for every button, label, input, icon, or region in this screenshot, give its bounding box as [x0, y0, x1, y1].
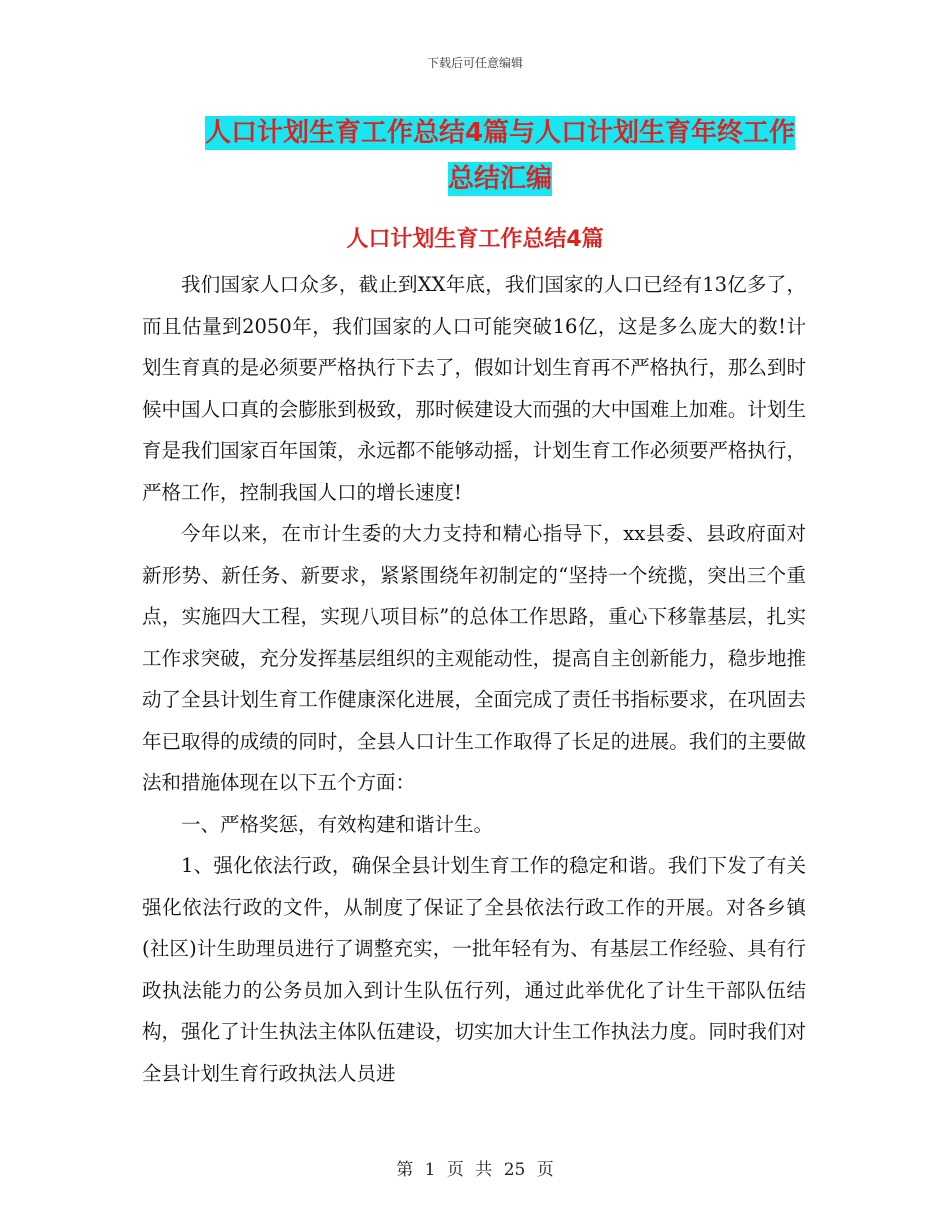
paragraph-heading: 一、严格奖惩，有效构建和谐计生。	[181, 812, 494, 836]
paragraph: 1、强化依法行政，确保全县计划生育工作的稳定和谐。我们下发了有关强化依法行政的文件，从制度了保证了全县依法行政工作的开展。对各乡镇(社区)计生助理员进行了调整充实，一批年轻有为、有基层工作经验、具有行政执法能力的公务员加入到计生队伍行列，通过此举优化了计生干部队伍结构，强化了计生执法主体队伍建设，切实加大计生工作执法力度。同时我们对全县计划生育行政执法人员进	[142, 854, 806, 1085]
paragraph: 今年以来，在市计生委的大力支持和精心指导下，xx县委、县政府面对新形势、新任务、新要求，紧紧围绕年初制定的“坚持一个统揽，突出三个重点，实施四大工程，实现八项目标”的总体工作思路，重心下移靠基层，扎实工作求突破，充分发挥基层组织的主观能动性，提高自主创新能力，稳步地推动了全县计划生育工作健康深化进展，全面完成了责任书指标要求，在巩固去年已取得的成绩的同时，全县人口计生工作取得了长足的进展。我们的主要做法和措施体现在以下五个方面：	[142, 522, 806, 794]
page-number: 第 1 页 共 25 页	[396, 1160, 554, 1180]
page-header-note: 下载后可任意编辑	[426, 56, 523, 70]
document-body	[142, 264, 806, 1094]
paragraph: 我们国家人口众多，截止到XX年底，我们国家的人口已经有13亿多了，而且估量到2050年，我们国家的人口可能突破16亿，这是多么庞大的数!计划生育真的是必须要严格执行下去了，假如计划生育再不严格执行，那么到时候中国人口真的会膨胀到极致，那时候建设大而强的大中国难上加难。计划生育是我们国家百年国策，永远都不能够动摇，计划生育工作必须要严格执行，严格工作，控制我国人口的增长速度!	[142, 273, 806, 504]
document-title-line-1: 人口计划生育工作总结4篇与人口计划生育年终工作	[204, 118, 796, 148]
section-title: 人口计划生育工作总结4篇	[346, 227, 604, 252]
document-title-line-2: 总结汇编	[447, 164, 552, 194]
document-title	[140, 110, 860, 202]
